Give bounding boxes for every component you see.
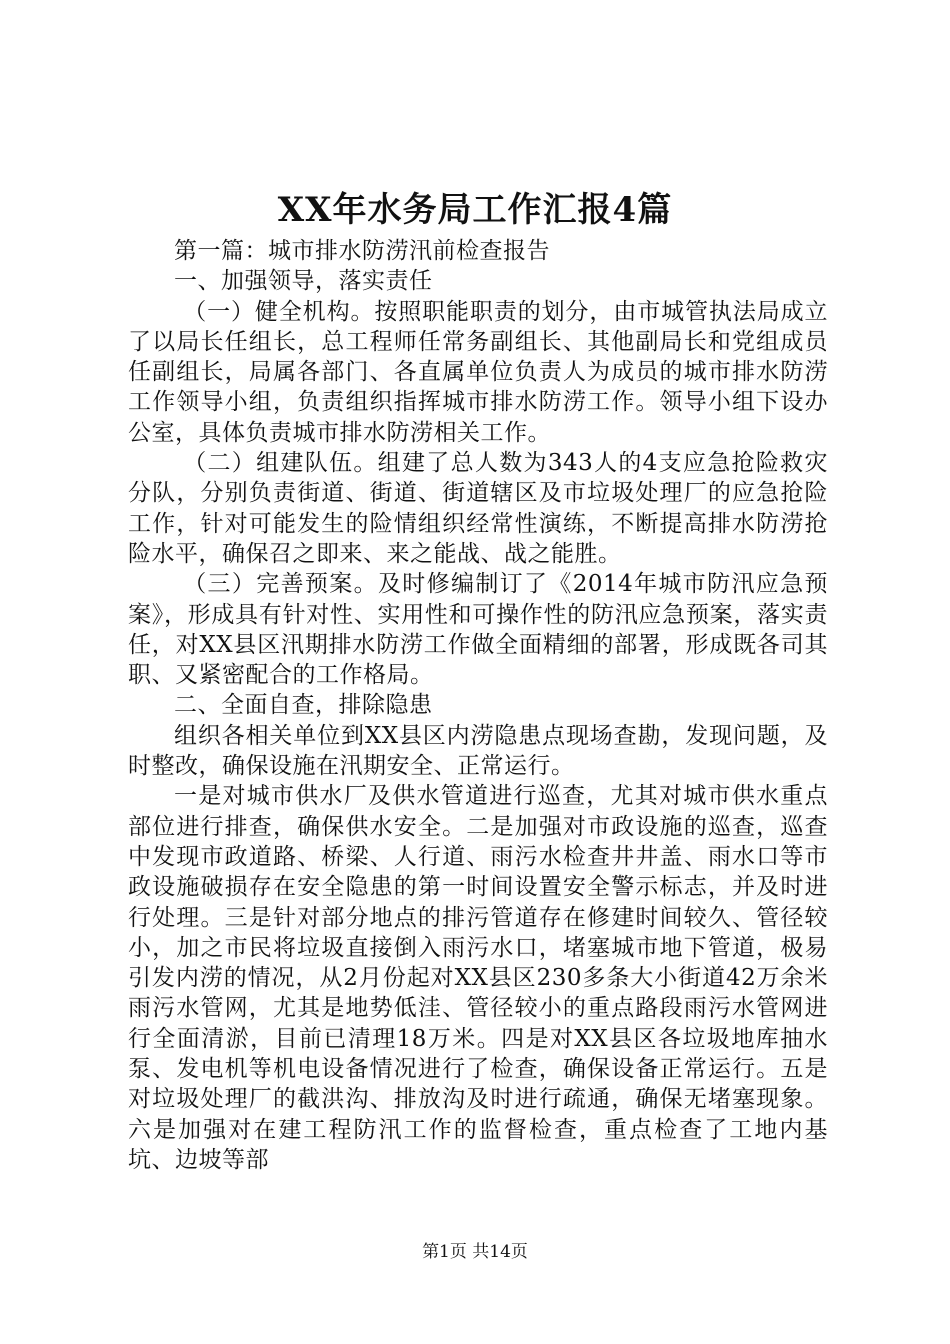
section-heading-two: 二、全面自查，排除隐患 <box>174 692 433 719</box>
paragraph-measures: 一是对城市供水厂及供水管道进行巡查，尤其对城市供水重点部位进行排查，确保供水安全。二是加强对市政设施的巡查，巡查中发现市政道路、桥梁、人行道、雨污水检查井井盖、雨水口等市政设施破损存在安全隐患的第一时间设置安全警示标志，并及时进行处理。三是针对部分地点的排污管道存在修建时间较久、管径较小，加之市民将垃圾直接倒入雨污水口，堵塞城市地下管道，极易引发内涝的情况，从2月份起对XX县区230多条大小街道42万余米雨污水管网，尤其是地势低洼、管径较小的重点路段雨污水管网进行全面清淤，目前已清理18万米。四是对XX县区各垃圾地库抽水泵、发电机等机电设备情况进行了检查，确保设备正常运行。五是对垃圾处理厂的截洪沟、排放沟及时进行疏通，确保无堵塞现象。六是加强对在建工程防汛工作的监督检查，重点检查了工地内基坑、边坡等部 <box>128 783 828 1173</box>
document-title: XX年水务局工作汇报4篇 <box>277 190 673 230</box>
paragraph-inspection: 组织各相关单位到XX县区内涝隐患点现场查勘，发现问题，及时整改，确保设施在汛期安全、正常运行。 <box>128 722 828 780</box>
paragraph-team: （二）组建队伍。组建了总人数为343人的4支应急抢险救灾分队，分别负责街道、街道、街道辖区及市垃圾处理厂的应急抢险工作，针对可能发生的险情组织经常性演练，不断提高排水防涝抢险水平，确保召之即来、来之能战、战之能胜。 <box>128 450 828 567</box>
section-heading-one: 一、加强领导，落实责任 <box>174 268 433 295</box>
section-heading-part-one: 第一篇：城市排水防涝汛前检查报告 <box>174 238 550 264</box>
page-footer: 第1页 共14页 <box>422 1242 528 1262</box>
paragraph-plan: （三）完善预案。及时修编制订了《2014年城市防汛应急预案》，形成具有针对性、实用性和可操作性的防汛应急预案，落实责任，对XX县区汛期排水防涝工作做全面精细的部署，形成既各司其职、又紧密配合的工作格局。 <box>128 571 828 689</box>
paragraph-organization: （一）健全机构。按照职能职责的划分，由市城管执法局成立了以局长任组长，总工程师任常务副组长、其他副局长和党组成员任副组长，局属各部门、各直属单位负责人为成员的城市排水防涝工作领导小组，负责组织指挥城市排水防涝工作。领导小组下设办公室，具体负责城市排水防涝相关工作。 <box>128 298 828 446</box>
document-body <box>128 236 828 1175</box>
